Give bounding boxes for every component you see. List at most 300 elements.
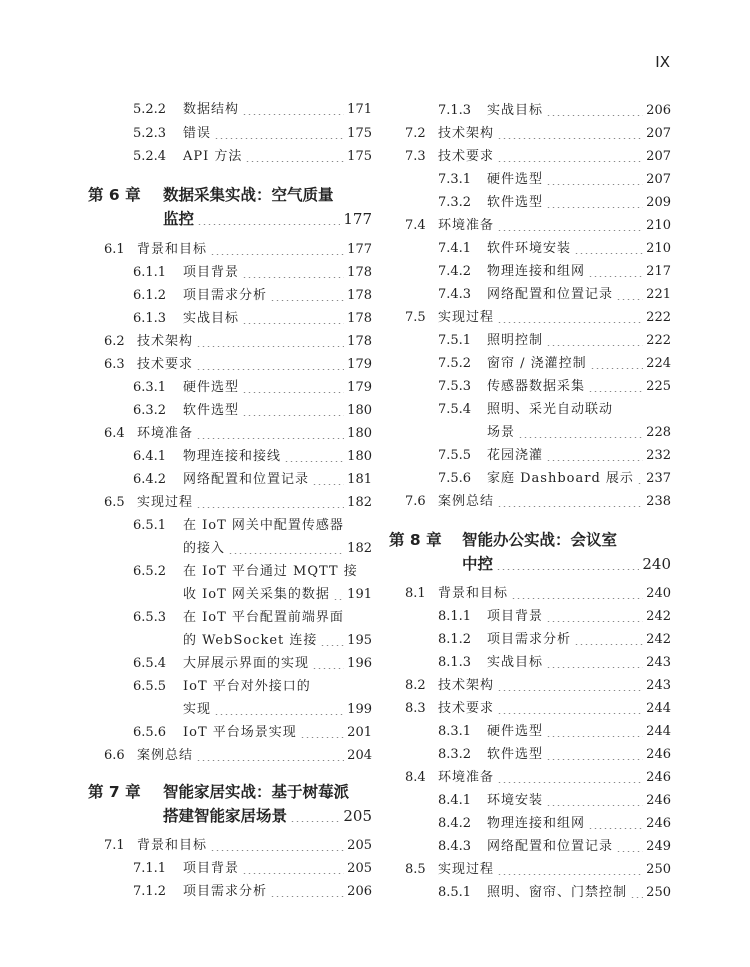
toc-entry-title: 背景和目标 bbox=[137, 838, 208, 853]
toc-dot-leader bbox=[497, 713, 643, 714]
toc-subsection-entry bbox=[133, 100, 372, 120]
toc-entry-number: 7.4.2 bbox=[438, 264, 472, 279]
toc-dot-leader bbox=[210, 850, 344, 851]
toc-subsection-entry bbox=[133, 263, 372, 283]
toc-entry-number: 6.4.2 bbox=[133, 472, 167, 487]
toc-dot-leader bbox=[196, 438, 344, 439]
toc-dot-leader bbox=[196, 507, 344, 508]
page-number: IX bbox=[655, 53, 670, 71]
toc-entry-page: 175 bbox=[347, 149, 372, 164]
toc-dot-leader bbox=[312, 484, 344, 485]
toc-entry-title: 环境准备 bbox=[438, 770, 495, 785]
toc-entry-number: 6.1.2 bbox=[133, 288, 167, 303]
toc-entry-page: 201 bbox=[347, 725, 372, 740]
toc-subsection-entry bbox=[133, 447, 372, 467]
toc-chapter-entry bbox=[163, 207, 372, 231]
toc-entry-title: 智能家居实战：基于树莓派 bbox=[163, 783, 350, 801]
toc-subsection-entry bbox=[438, 331, 671, 351]
toc-entry-number: 7.5.3 bbox=[438, 379, 472, 394]
toc-chapter-entry bbox=[462, 552, 671, 576]
toc-entry-number: 7.5.1 bbox=[438, 333, 472, 348]
toc-entry-title: 照明、窗帘、门禁控制 bbox=[487, 885, 628, 900]
toc-subsection-entry bbox=[438, 285, 671, 305]
toc-entry-title: 网络配置和位置记录 bbox=[487, 839, 614, 854]
toc-entry-title: 错误 bbox=[183, 126, 212, 141]
toc-entry-title: 监控 bbox=[163, 210, 195, 228]
toc-subsection-entry bbox=[133, 723, 372, 743]
toc-entry-number: 8.1.1 bbox=[438, 609, 472, 624]
toc-entry-title: 花园浇灌 bbox=[487, 448, 544, 463]
toc-entry-title: 硬件选型 bbox=[487, 724, 544, 739]
toc-entry-number: 7.4.1 bbox=[438, 241, 472, 256]
toc-entry-number: 7.1 bbox=[104, 838, 125, 853]
toc-dot-leader bbox=[242, 392, 344, 393]
toc-entry-title: 大屏展示界面的实现 bbox=[183, 656, 310, 671]
toc-entry-page: 246 bbox=[646, 770, 671, 785]
toc-subsection-entry bbox=[438, 745, 671, 765]
toc-entry-number: 7.3.1 bbox=[438, 172, 472, 187]
toc-subsection-entry bbox=[133, 124, 372, 144]
toc-section-entry bbox=[405, 768, 671, 788]
toc-dot-leader bbox=[333, 599, 344, 600]
toc-entry-title: 项目背景 bbox=[183, 861, 240, 876]
toc-section-entry bbox=[104, 355, 372, 375]
toc-dot-leader bbox=[546, 667, 643, 668]
toc-entry-page: 181 bbox=[347, 472, 372, 487]
toc-entry-number: 8.1 bbox=[405, 586, 426, 601]
toc-entry-page: 207 bbox=[646, 149, 671, 164]
toc-entry-title: 实现过程 bbox=[438, 862, 495, 877]
toc-entry-number: 6.3 bbox=[104, 357, 125, 372]
toc-subsection-entry bbox=[133, 882, 372, 902]
toc-entry-page: 243 bbox=[646, 678, 671, 693]
toc-entry-page: 179 bbox=[347, 380, 372, 395]
toc-entry-page: 206 bbox=[646, 103, 671, 118]
toc-subsection-entry bbox=[438, 837, 671, 857]
toc-entry-title: 实战目标 bbox=[487, 103, 544, 118]
toc-entry-page: 182 bbox=[347, 541, 372, 556]
toc-entry-title: 实现过程 bbox=[438, 310, 495, 325]
toc-entry-page: 206 bbox=[347, 884, 372, 899]
toc-subsection-entry bbox=[438, 607, 671, 627]
toc-entry-title: 背景和目标 bbox=[137, 242, 208, 257]
toc-entry-title: 项目需求分析 bbox=[183, 288, 268, 303]
toc-entry-number: 第 7 章 bbox=[88, 783, 141, 801]
toc-entry-number: 7.5 bbox=[405, 310, 426, 325]
toc-entry-page: 178 bbox=[347, 265, 372, 280]
toc-entry-page: 246 bbox=[646, 747, 671, 762]
toc-entry-page: 178 bbox=[347, 334, 372, 349]
toc-entry-page: 205 bbox=[347, 838, 372, 853]
toc-entry-title: 照明、采光自动联动 bbox=[487, 402, 614, 417]
toc-dot-leader bbox=[214, 714, 344, 715]
toc-entry-number: 5.2.2 bbox=[133, 102, 167, 117]
toc-entry-number: 6.5.2 bbox=[133, 564, 167, 579]
toc-entry-page: 180 bbox=[347, 426, 372, 441]
toc-entry-title: 环境准备 bbox=[438, 218, 495, 233]
toc-entry-title: 案例总结 bbox=[137, 748, 194, 763]
toc-section-entry bbox=[405, 584, 671, 604]
toc-entry-title: 硬件选型 bbox=[183, 380, 240, 395]
toc-entry-title: 技术架构 bbox=[438, 126, 495, 141]
toc-dot-leader bbox=[496, 569, 639, 570]
toc-entry-number: 6.1.1 bbox=[133, 265, 167, 280]
toc-entry-page: 237 bbox=[646, 471, 671, 486]
toc-entry-title: 实现 bbox=[183, 702, 212, 717]
toc-entry-page: 238 bbox=[646, 494, 671, 509]
toc-entry-number: 6.5.1 bbox=[133, 518, 167, 533]
toc-entry-number: 8.5.1 bbox=[438, 885, 472, 900]
toc-dot-leader bbox=[588, 391, 643, 392]
toc-entry-title: 收 IoT 网关采集的数据 bbox=[183, 587, 330, 602]
toc-entry-title: 物理连接和组网 bbox=[487, 816, 586, 831]
toc-entry-title: 场景 bbox=[487, 425, 516, 440]
toc-chapter-entry bbox=[389, 528, 671, 552]
toc-section-entry bbox=[405, 216, 671, 236]
toc-subsection-entry bbox=[133, 378, 372, 398]
toc-entry-title: 背景和目标 bbox=[438, 586, 509, 601]
toc-entry-page: 242 bbox=[646, 609, 671, 624]
toc-subsection-entry bbox=[487, 423, 671, 443]
toc-subsection-entry bbox=[133, 608, 372, 628]
toc-entry-title: 在 IoT 网关中配置传感器 bbox=[183, 518, 344, 533]
toc-subsection-entry bbox=[438, 883, 671, 903]
toc-subsection-entry bbox=[438, 400, 671, 420]
toc-subsection-entry bbox=[438, 101, 671, 121]
toc-entry-number: 7.5.5 bbox=[438, 448, 472, 463]
toc-dot-leader bbox=[546, 115, 643, 116]
toc-subsection-entry bbox=[438, 446, 671, 466]
toc-entry-title: 软件选型 bbox=[487, 747, 544, 762]
toc-entry-number: 7.5.4 bbox=[438, 402, 472, 417]
toc-entry-page: 178 bbox=[347, 311, 372, 326]
toc-entry-page: 225 bbox=[646, 379, 671, 394]
toc-entry-number: 8.3.1 bbox=[438, 724, 472, 739]
toc-entry-number: 6.3.2 bbox=[133, 403, 167, 418]
toc-entry-title: 技术要求 bbox=[438, 701, 495, 716]
toc-entry-page: 232 bbox=[646, 448, 671, 463]
toc-entry-title: 中控 bbox=[462, 555, 494, 573]
toc-entry-title: 硬件选型 bbox=[487, 172, 544, 187]
toc-dot-leader bbox=[590, 368, 644, 369]
toc-dot-leader bbox=[497, 782, 643, 783]
toc-entry-page: 209 bbox=[646, 195, 671, 210]
toc-entry-number: 6.1 bbox=[104, 242, 125, 257]
toc-entry-title: 案例总结 bbox=[438, 494, 495, 509]
toc-entry-page: 191 bbox=[347, 587, 372, 602]
toc-chapter-entry bbox=[163, 804, 372, 828]
toc-entry-page: 210 bbox=[646, 241, 671, 256]
toc-dot-leader bbox=[284, 461, 344, 462]
toc-entry-page: 228 bbox=[646, 425, 671, 440]
toc-entry-title: 技术架构 bbox=[438, 678, 495, 693]
toc-subsection-entry bbox=[183, 631, 372, 651]
toc-entry-title: 技术要求 bbox=[137, 357, 194, 372]
toc-entry-number: 7.3.2 bbox=[438, 195, 472, 210]
toc-entry-number: 6.2 bbox=[104, 334, 125, 349]
toc-entry-number: 8.2 bbox=[405, 678, 426, 693]
toc-dot-leader bbox=[196, 346, 344, 347]
toc-section-entry bbox=[104, 493, 372, 513]
toc-entry-title: 物理连接和组网 bbox=[487, 264, 586, 279]
toc-section-entry bbox=[405, 699, 671, 719]
toc-entry-page: 240 bbox=[646, 586, 671, 601]
toc-section-entry bbox=[104, 836, 372, 856]
toc-entry-number: 7.6 bbox=[405, 494, 426, 509]
toc-entry-number: 7.3 bbox=[405, 149, 426, 164]
toc-entry-title: 物理连接和接线 bbox=[183, 449, 282, 464]
toc-dot-leader bbox=[574, 253, 643, 254]
toc-dot-leader bbox=[546, 805, 643, 806]
toc-subsection-entry bbox=[133, 147, 372, 167]
toc-entry-page: 180 bbox=[347, 449, 372, 464]
toc-section-entry bbox=[405, 124, 671, 144]
toc-entry-page: 199 bbox=[347, 702, 372, 717]
toc-entry-page: 246 bbox=[646, 816, 671, 831]
toc-subsection-entry bbox=[133, 516, 372, 536]
toc-dot-leader bbox=[245, 161, 344, 162]
toc-entry-title: 的接入 bbox=[183, 541, 226, 556]
toc-dot-leader bbox=[196, 760, 344, 761]
toc-entry-number: 8.4 bbox=[405, 770, 426, 785]
toc-entry-number: 6.5.4 bbox=[133, 656, 167, 671]
toc-entry-page: 205 bbox=[343, 807, 372, 825]
toc-dot-leader bbox=[290, 821, 340, 822]
toc-entry-number: 7.4.3 bbox=[438, 287, 472, 302]
toc-dot-leader bbox=[546, 207, 643, 208]
toc-entry-title: 照明控制 bbox=[487, 333, 544, 348]
toc-entry-number: 8.4.2 bbox=[438, 816, 472, 831]
toc-entry-page: 224 bbox=[646, 356, 671, 371]
toc-subsection-entry bbox=[438, 814, 671, 834]
toc-entry-number: 7.1.1 bbox=[133, 861, 167, 876]
toc-dot-leader bbox=[270, 896, 344, 897]
toc-dot-leader bbox=[546, 736, 643, 737]
toc-dot-leader bbox=[497, 161, 643, 162]
toc-entry-number: 8.1.2 bbox=[438, 632, 472, 647]
toc-subsection-entry bbox=[438, 791, 671, 811]
toc-subsection-entry bbox=[438, 193, 671, 213]
toc-entry-title: 技术架构 bbox=[137, 334, 194, 349]
toc-entry-page: 195 bbox=[347, 633, 372, 648]
toc-entry-title: IoT 平台场景实现 bbox=[183, 725, 297, 740]
toc-entry-title: 技术要求 bbox=[438, 149, 495, 164]
toc-subsection-entry bbox=[133, 470, 372, 490]
toc-entry-number: 8.4.1 bbox=[438, 793, 472, 808]
toc-entry-page: 217 bbox=[646, 264, 671, 279]
toc-entry-page: 182 bbox=[347, 495, 372, 510]
toc-entry-title: 实战目标 bbox=[487, 655, 544, 670]
toc-dot-leader bbox=[210, 254, 344, 255]
toc-entry-number: 6.5 bbox=[104, 495, 125, 510]
toc-entry-number: 第 6 章 bbox=[88, 186, 141, 204]
toc-dot-leader bbox=[588, 828, 643, 829]
toc-subsection-entry bbox=[438, 262, 671, 282]
toc-subsection-entry bbox=[438, 170, 671, 190]
toc-entry-title: 环境安装 bbox=[487, 793, 544, 808]
toc-entry-page: 250 bbox=[646, 885, 671, 900]
toc-dot-leader bbox=[616, 299, 643, 300]
toc-entry-number: 7.5.2 bbox=[438, 356, 472, 371]
toc-entry-number: 6.3.1 bbox=[133, 380, 167, 395]
toc-dot-leader bbox=[630, 897, 643, 898]
toc-dot-leader bbox=[312, 668, 344, 669]
toc-entry-title: 传感器数据采集 bbox=[487, 379, 586, 394]
toc-dot-leader bbox=[242, 873, 344, 874]
toc-entry-page: 207 bbox=[646, 172, 671, 187]
toc-section-entry bbox=[405, 308, 671, 328]
toc-section-entry bbox=[104, 240, 372, 260]
toc-entry-title: 项目需求分析 bbox=[183, 884, 268, 899]
toc-entry-title: 网络配置和位置记录 bbox=[183, 472, 310, 487]
toc-dot-leader bbox=[497, 874, 643, 875]
toc-entry-number: 8.4.3 bbox=[438, 839, 472, 854]
toc-entry-title: 实战目标 bbox=[183, 311, 240, 326]
toc-entry-number: 6.5.3 bbox=[133, 610, 167, 625]
toc-subsection-entry bbox=[438, 722, 671, 742]
toc-dot-leader bbox=[616, 851, 643, 852]
toc-subsection-entry bbox=[133, 562, 372, 582]
toc-dot-leader bbox=[497, 138, 643, 139]
toc-dot-leader bbox=[242, 277, 344, 278]
toc-dot-leader bbox=[242, 114, 344, 115]
toc-entry-title: 数据采集实战：空气质量 bbox=[163, 186, 334, 204]
toc-entry-page: 244 bbox=[646, 724, 671, 739]
toc-dot-leader bbox=[546, 460, 643, 461]
toc-dot-leader bbox=[511, 598, 643, 599]
toc-subsection-entry bbox=[438, 354, 671, 374]
toc-dot-leader bbox=[546, 759, 643, 760]
toc-entry-title: 实现过程 bbox=[137, 495, 194, 510]
toc-dot-leader bbox=[497, 230, 643, 231]
toc-chapter-entry bbox=[88, 183, 372, 207]
toc-entry-page: 177 bbox=[347, 242, 372, 257]
toc-entry-number: 5.2.3 bbox=[133, 126, 167, 141]
toc-dot-leader bbox=[588, 276, 643, 277]
toc-entry-title: 环境准备 bbox=[137, 426, 194, 441]
toc-entry-page: 205 bbox=[347, 861, 372, 876]
toc-dot-leader bbox=[228, 553, 344, 554]
toc-entry-number: 6.1.3 bbox=[133, 311, 167, 326]
toc-entry-title: 数据结构 bbox=[183, 102, 240, 117]
toc-entry-page: 207 bbox=[646, 126, 671, 141]
toc-entry-page: 177 bbox=[343, 210, 372, 228]
toc-dot-leader bbox=[270, 300, 344, 301]
toc-section-entry bbox=[405, 492, 671, 512]
toc-entry-number: 7.4 bbox=[405, 218, 426, 233]
toc-subsection-entry bbox=[133, 286, 372, 306]
toc-dot-leader bbox=[497, 506, 643, 507]
toc-entry-title: 家庭 Dashboard 展示 bbox=[487, 471, 634, 486]
toc-subsection-entry bbox=[133, 677, 372, 697]
toc-entry-page: 222 bbox=[646, 310, 671, 325]
toc-section-entry bbox=[405, 860, 671, 880]
toc-dot-leader bbox=[497, 690, 643, 691]
toc-section-entry bbox=[104, 746, 372, 766]
toc-entry-page: 178 bbox=[347, 288, 372, 303]
toc-subsection-entry bbox=[183, 585, 372, 605]
toc-subsection-entry bbox=[438, 469, 671, 489]
toc-entry-page: 210 bbox=[646, 218, 671, 233]
toc-entry-title: 智能办公实战：会议室 bbox=[462, 531, 618, 549]
toc-dot-leader bbox=[242, 415, 344, 416]
toc-entry-page: 222 bbox=[646, 333, 671, 348]
toc-entry-title: 软件环境安装 bbox=[487, 241, 572, 256]
toc-dot-leader bbox=[497, 322, 643, 323]
toc-dot-leader bbox=[546, 345, 643, 346]
toc-subsection-entry bbox=[133, 654, 372, 674]
toc-entry-page: 249 bbox=[646, 839, 671, 854]
toc-entry-title: 软件选型 bbox=[183, 403, 240, 418]
toc-entry-number: 8.3 bbox=[405, 701, 426, 716]
toc-entry-page: 196 bbox=[347, 656, 372, 671]
toc-entry-number: 7.1.2 bbox=[133, 884, 167, 899]
toc-entry-number: 7.5.6 bbox=[438, 471, 472, 486]
toc-entry-title: 窗帘 / 浇灌控制 bbox=[487, 356, 587, 371]
toc-subsection-entry bbox=[133, 401, 372, 421]
toc-dot-leader bbox=[300, 737, 344, 738]
toc-entry-number: 第 8 章 bbox=[389, 531, 442, 549]
toc-subsection-entry bbox=[438, 653, 671, 673]
toc-subsection-entry bbox=[133, 309, 372, 329]
toc-entry-page: 180 bbox=[347, 403, 372, 418]
toc-entry-page: 243 bbox=[646, 655, 671, 670]
toc-entry-page: 250 bbox=[646, 862, 671, 877]
toc-entry-title: 项目背景 bbox=[487, 609, 544, 624]
toc-subsection-entry bbox=[183, 539, 372, 559]
toc-entry-page: 221 bbox=[646, 287, 671, 302]
toc-subsection-entry bbox=[438, 239, 671, 259]
toc-entry-number: 7.1.3 bbox=[438, 103, 472, 118]
toc-dot-leader bbox=[197, 224, 340, 225]
toc-dot-leader bbox=[320, 645, 344, 646]
toc-dot-leader bbox=[214, 138, 344, 139]
toc-dot-leader bbox=[546, 184, 643, 185]
toc-dot-leader bbox=[196, 369, 344, 370]
toc-subsection-entry bbox=[133, 859, 372, 879]
toc-entry-page: 179 bbox=[347, 357, 372, 372]
toc-dot-leader bbox=[546, 621, 643, 622]
toc-entry-title: 项目需求分析 bbox=[487, 632, 572, 647]
toc-subsection-entry bbox=[183, 700, 372, 720]
toc-entry-title: 软件选型 bbox=[487, 195, 544, 210]
toc-dot-leader bbox=[242, 323, 344, 324]
toc-entry-number: 6.5.5 bbox=[133, 679, 167, 694]
toc-entry-page: 244 bbox=[646, 701, 671, 716]
toc-entry-number: 8.1.3 bbox=[438, 655, 472, 670]
toc-chapter-entry bbox=[88, 780, 372, 804]
toc-entry-number: 6.6 bbox=[104, 748, 125, 763]
toc-entry-number: 7.2 bbox=[405, 126, 426, 141]
toc-entry-page: 240 bbox=[642, 555, 671, 573]
toc-section-entry bbox=[405, 147, 671, 167]
toc-subsection-entry bbox=[438, 377, 671, 397]
toc-entry-page: 242 bbox=[646, 632, 671, 647]
toc-entry-title: 在 IoT 平台通过 MQTT 接 bbox=[183, 564, 358, 579]
toc-section-entry bbox=[104, 424, 372, 444]
toc-entry-number: 8.5 bbox=[405, 862, 426, 877]
toc-entry-number: 8.3.2 bbox=[438, 747, 472, 762]
toc-entry-title: 的 WebSocket 连接 bbox=[183, 633, 318, 648]
toc-entry-number: 5.2.4 bbox=[133, 149, 167, 164]
toc-section-entry bbox=[104, 332, 372, 352]
toc-entry-title: 网络配置和位置记录 bbox=[487, 287, 614, 302]
toc-entry-number: 6.5.6 bbox=[133, 725, 167, 740]
toc-entry-number: 6.4 bbox=[104, 426, 125, 441]
toc-entry-number: 6.4.1 bbox=[133, 449, 167, 464]
toc-entry-page: 175 bbox=[347, 126, 372, 141]
toc-entry-title: 项目背景 bbox=[183, 265, 240, 280]
